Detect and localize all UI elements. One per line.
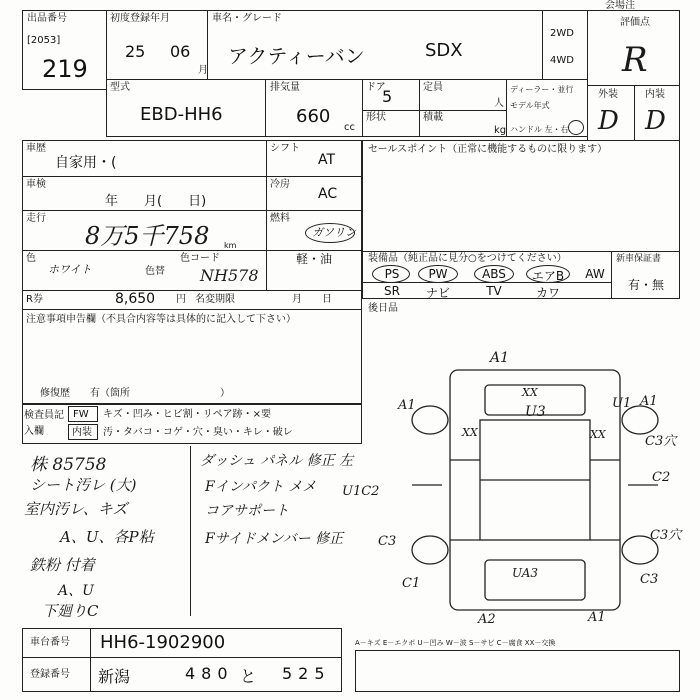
lot-number: 219 xyxy=(42,55,88,83)
lot-label: 出品番号 xyxy=(27,13,67,24)
drive-cell xyxy=(542,10,588,80)
diag-a1-right: A1 xyxy=(640,394,658,409)
row2-tag: 内装 xyxy=(72,427,92,438)
hw-right-2: Fインパクト メメ xyxy=(205,479,317,495)
row1-tag: FW xyxy=(73,409,89,420)
dealer-label: ディーラー・並行 xyxy=(510,85,574,94)
reg-kana: と xyxy=(240,667,257,686)
footer-right-box xyxy=(355,650,680,692)
grade: SDX xyxy=(425,40,463,61)
chassis-value: HH6-1902900 xyxy=(100,632,226,653)
shift-label: シフト xyxy=(270,143,300,154)
handle-label: ハンドル 左・右 xyxy=(510,125,569,134)
first-reg-year: 25 xyxy=(125,42,146,61)
diag-c3-right-bottom: C3 xyxy=(640,572,659,587)
info-divider xyxy=(266,140,267,290)
repair-label: 修復歴 有（箇所 ） xyxy=(40,388,230,399)
diag-a1-top: A1 xyxy=(490,350,510,366)
diag-c3-left: C3 xyxy=(378,534,397,549)
diag-c3-right-top: C3穴 xyxy=(645,434,677,449)
chassis-label: 車台番号 xyxy=(30,637,70,648)
equip-leather: カワ xyxy=(535,286,560,300)
recycle-value: 8,650 xyxy=(115,291,156,307)
selling-cell xyxy=(362,140,680,252)
model-name: アクティーバン xyxy=(228,44,365,68)
inspection-label: 車検 xyxy=(26,179,46,190)
hw-left-2: シート汚レ (大) xyxy=(30,476,137,494)
aftermarket-label: 後日品 xyxy=(368,303,398,314)
diag-a1-left: A1 xyxy=(398,398,416,413)
equip-ps: PS xyxy=(384,267,400,281)
diag-xx-left: XX xyxy=(462,426,478,439)
reg-num: 525 xyxy=(282,664,331,683)
fuel-alt: 軽・油 xyxy=(296,252,333,266)
notes-label: 注意事項申告欄（不具合内容等は具体的に記入して下さい） xyxy=(26,314,296,325)
displacement: 660 xyxy=(296,106,331,127)
hw-left-5: 鉄粉 付着 xyxy=(30,556,95,574)
color-change-label: 色替 xyxy=(145,266,165,277)
hw-left-3: 室内汚レ、キズ xyxy=(24,500,128,518)
diag-a2-bottom: A2 xyxy=(478,612,496,627)
diag-c3-right-mid: C3穴 xyxy=(650,528,682,543)
hw-left-4: A、U、各P粘 xyxy=(60,528,154,546)
top-right-mark: 会場注 xyxy=(605,0,635,11)
diag-u1-right: U1 xyxy=(612,396,632,411)
history-label: 車歴 xyxy=(26,143,46,154)
lot-sub: [2053] xyxy=(27,35,61,46)
cc-unit: cc xyxy=(344,122,355,133)
wheel-rear-left xyxy=(412,536,448,564)
warranty-value: 有・無 xyxy=(628,278,665,292)
equip-tv: TV xyxy=(486,284,502,298)
meigi-label: 名変期限 xyxy=(195,294,235,305)
warranty-label: 新車保証書 xyxy=(616,254,662,264)
diag-a1-bottom: A1 xyxy=(588,610,606,625)
interior-grade: D xyxy=(645,106,666,136)
month-suffix: 月 xyxy=(198,65,208,76)
exterior-label: 外装 xyxy=(598,89,618,100)
fuel-value: ガソリン xyxy=(312,226,356,239)
hw-left-7: 下廻りC xyxy=(42,602,99,620)
shift-value: AT xyxy=(318,152,336,168)
recycle-label: R券 xyxy=(26,294,43,305)
km-unit: km xyxy=(224,241,237,250)
interior-label: 内装 xyxy=(645,89,665,100)
color-value: ホワイト xyxy=(48,263,92,276)
doors: 5 xyxy=(382,87,393,106)
hw-right-4: Fサイドメンバー 修正 xyxy=(205,531,344,547)
equip-ps-circle xyxy=(372,265,410,283)
yen-unit: 円 xyxy=(176,294,186,305)
info-row-1 xyxy=(22,176,362,177)
row1-text: キズ・凹み・ヒビ割・リペア跡・×要 xyxy=(103,409,271,420)
reg-label: 登録番号 xyxy=(30,669,70,680)
first-reg-label: 初度登録年月 xyxy=(110,13,170,24)
hw-left-1: 株 85758 xyxy=(30,455,107,475)
model-code-label: 型式 xyxy=(110,82,130,93)
ac-label: 冷房 xyxy=(270,179,290,190)
drive-2wd: 2WD xyxy=(550,28,574,39)
color-code: NH578 xyxy=(200,266,259,285)
fuel-label: 燃料 xyxy=(270,213,290,224)
selling-label: セールスポイント（正常に機能するものに限ります） xyxy=(368,144,608,155)
equip-airbag: エアB xyxy=(531,269,565,283)
diag-u3: U3 xyxy=(525,404,546,420)
handle-right-circle xyxy=(568,120,584,135)
capacity-unit: 人 xyxy=(494,98,504,109)
displacement-label: 排気量 xyxy=(270,82,300,93)
model-name-label: 車名・グレード xyxy=(212,13,282,24)
diag-c2-right: C2 xyxy=(652,470,671,485)
equip-sr: SR xyxy=(384,284,400,298)
info-row-4 xyxy=(22,290,362,291)
score-label: 評価点 xyxy=(620,17,650,28)
hw-right-3: コアサポート xyxy=(205,503,289,519)
load-unit: kg xyxy=(494,125,507,136)
row2-text: 汚・タバコ・コゲ・穴・臭い・キレ・破レ xyxy=(103,427,293,438)
shape-label: 形状 xyxy=(366,112,386,123)
diag-ua3: UA3 xyxy=(512,566,539,580)
model-year-label: モデル年式 xyxy=(510,101,550,110)
equip-pw: PW xyxy=(428,267,448,281)
equipment-label: 装備品（純正品に見分○をつけてください） xyxy=(368,253,567,264)
history-value: 自家用・( xyxy=(55,155,117,171)
diag-u1c2: U1C2 xyxy=(342,484,380,499)
info-row-2 xyxy=(22,210,362,211)
load-label: 積載 xyxy=(423,112,443,123)
inspection-value: 年 月( 日) xyxy=(105,194,207,209)
model-code: EBD-HH6 xyxy=(140,104,223,125)
meigi-value: 月 日 xyxy=(292,294,332,305)
equip-airbag-circle xyxy=(526,265,570,283)
color-code-label: 色コード xyxy=(180,253,220,264)
hw-right-1: ダッシュ パネル 修正 左 xyxy=(200,453,354,469)
damage-legend: A－キズ E－エクボ U－凹み W－波 S－サビ C－腐食 XX－交換 xyxy=(355,639,556,647)
exterior-grade: D xyxy=(598,106,619,136)
ac-value: AC xyxy=(318,186,338,202)
first-reg-month: 06 xyxy=(170,42,191,61)
notes-divider xyxy=(190,446,191,616)
diag-xx-right: XX xyxy=(590,428,606,441)
mileage-label: 走行 xyxy=(26,213,46,224)
drive-4wd: 4WD xyxy=(550,55,574,66)
capacity-label: 定員 xyxy=(423,82,443,93)
wheel-front-left xyxy=(412,406,448,434)
equip-pw-circle xyxy=(418,265,458,283)
reg-region: 新潟 xyxy=(98,667,131,686)
mileage-value: 8万5千758 xyxy=(85,222,210,250)
diag-xx-top: XX xyxy=(522,386,538,399)
inspector-label: 検査員記入欄 xyxy=(24,410,64,437)
score-value: R xyxy=(622,40,648,80)
equip-navi: ナビ xyxy=(425,286,450,300)
equip-abs-circle xyxy=(474,265,514,283)
equip-abs: ABS xyxy=(482,267,506,281)
diag-c1-left: C1 xyxy=(402,576,421,591)
hw-left-6: A、U xyxy=(58,583,94,599)
color-label: 色 xyxy=(26,253,36,264)
reg-class: 480 xyxy=(185,664,234,683)
equip-aw: AW xyxy=(585,267,605,281)
door-label: ドア xyxy=(366,82,386,93)
